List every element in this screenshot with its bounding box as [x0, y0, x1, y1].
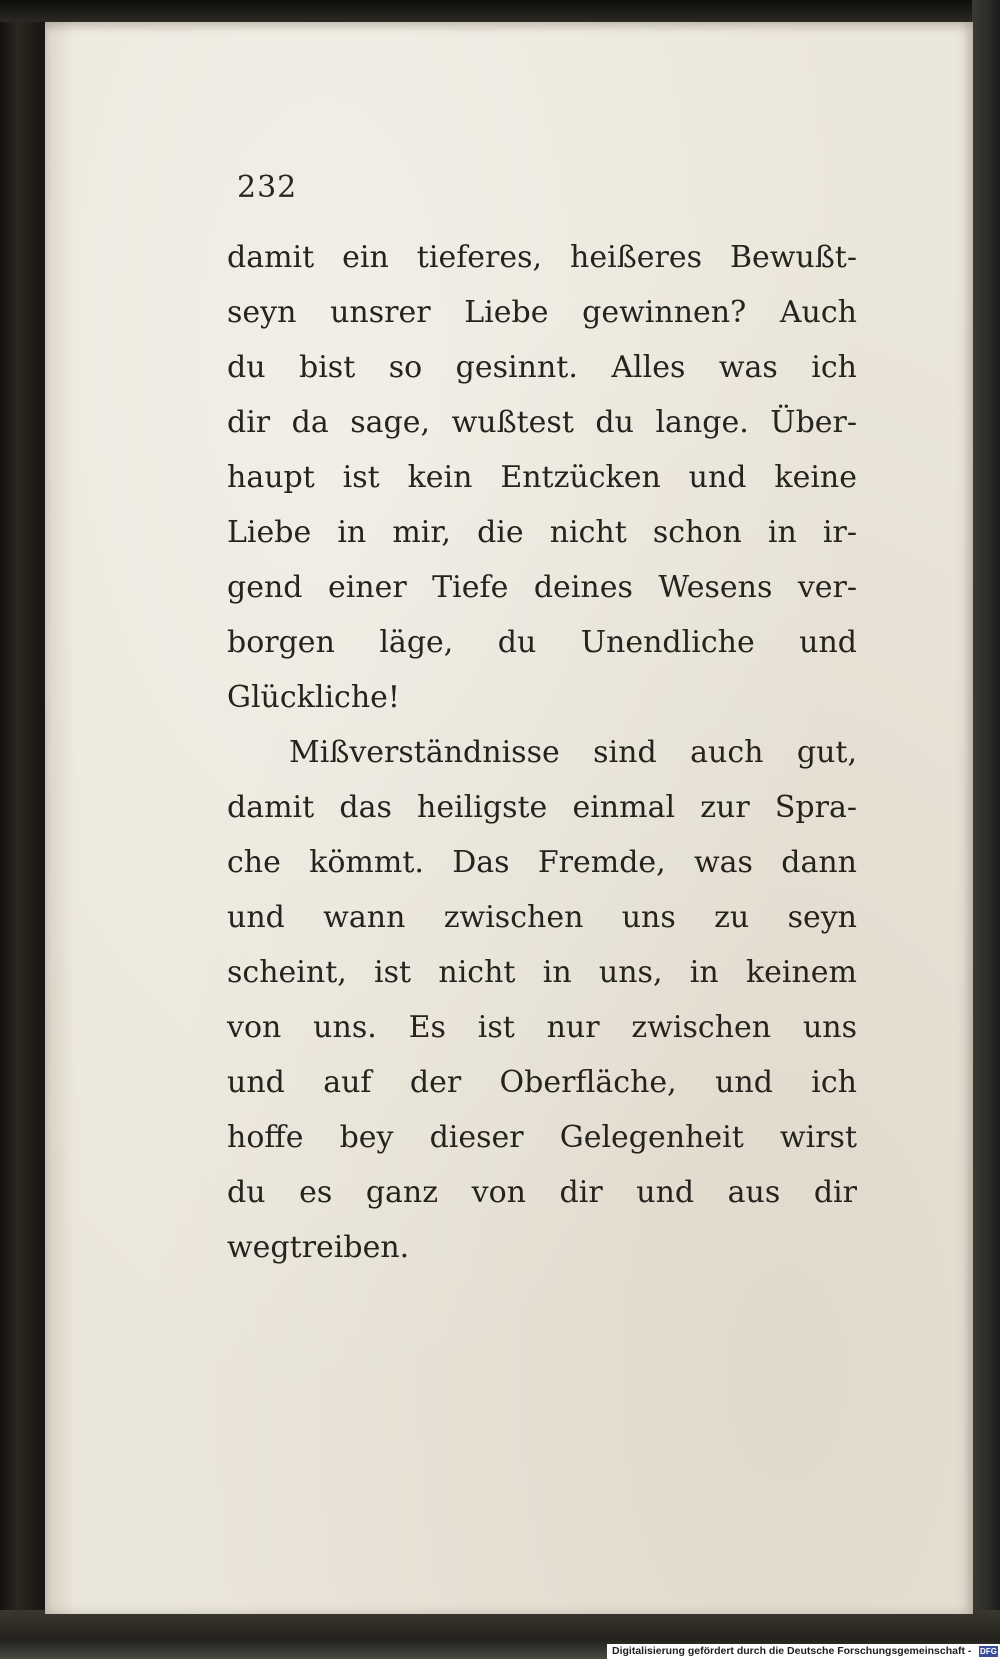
dfg-logo: DFG — [980, 1647, 997, 1656]
text-line: und auf der Oberfläche, und ich — [227, 1065, 857, 1100]
text-line: du bist so gesinnt. Alles was ich — [227, 350, 857, 385]
text-line: hoffe bey dieser Gelegenheit wirst — [227, 1120, 857, 1155]
book-binding-edge — [972, 0, 1000, 1659]
text-line: seyn unsrer Liebe gewinnen? Auch — [227, 295, 857, 330]
page-number: 232 — [237, 170, 298, 205]
text-line: gend einer Tiefe deines Wesens ver- — [227, 570, 857, 605]
text-line: damit das heiligste einmal zur Spra- — [227, 790, 857, 825]
text-line: che kömmt. Das Fremde, was dann — [227, 845, 857, 880]
text-line: du es ganz von dir und aus dir — [227, 1175, 857, 1210]
digitization-credit: Digitalisierung gefördert durch die Deutsche Forschungsgemeinschaft - — [612, 1645, 972, 1657]
text-line: haupt ist kein Entzücken und keine — [227, 460, 857, 495]
text-line: und wann zwischen uns zu seyn — [227, 900, 857, 935]
text-line: von uns. Es ist nur zwischen uns — [227, 1010, 857, 1045]
text-line: scheint, ist nicht in uns, in keinem — [227, 955, 857, 990]
text-line: wegtreiben. — [227, 1230, 410, 1265]
scan-top-edge — [0, 0, 1000, 22]
body-text — [227, 230, 857, 1275]
text-line: Glückliche! — [227, 680, 400, 715]
text-line: Liebe in mir, die nicht schon in ir- — [227, 515, 857, 550]
text-line: damit ein tieferes, heißeres Bewußt- — [227, 240, 857, 275]
text-line: dir da sage, wußtest du lange. Über- — [227, 405, 857, 440]
paragraph-first-line: Mißverständnisse sind auch gut, — [289, 735, 857, 770]
text-line: borgen läge, du Unendliche und — [227, 625, 857, 660]
